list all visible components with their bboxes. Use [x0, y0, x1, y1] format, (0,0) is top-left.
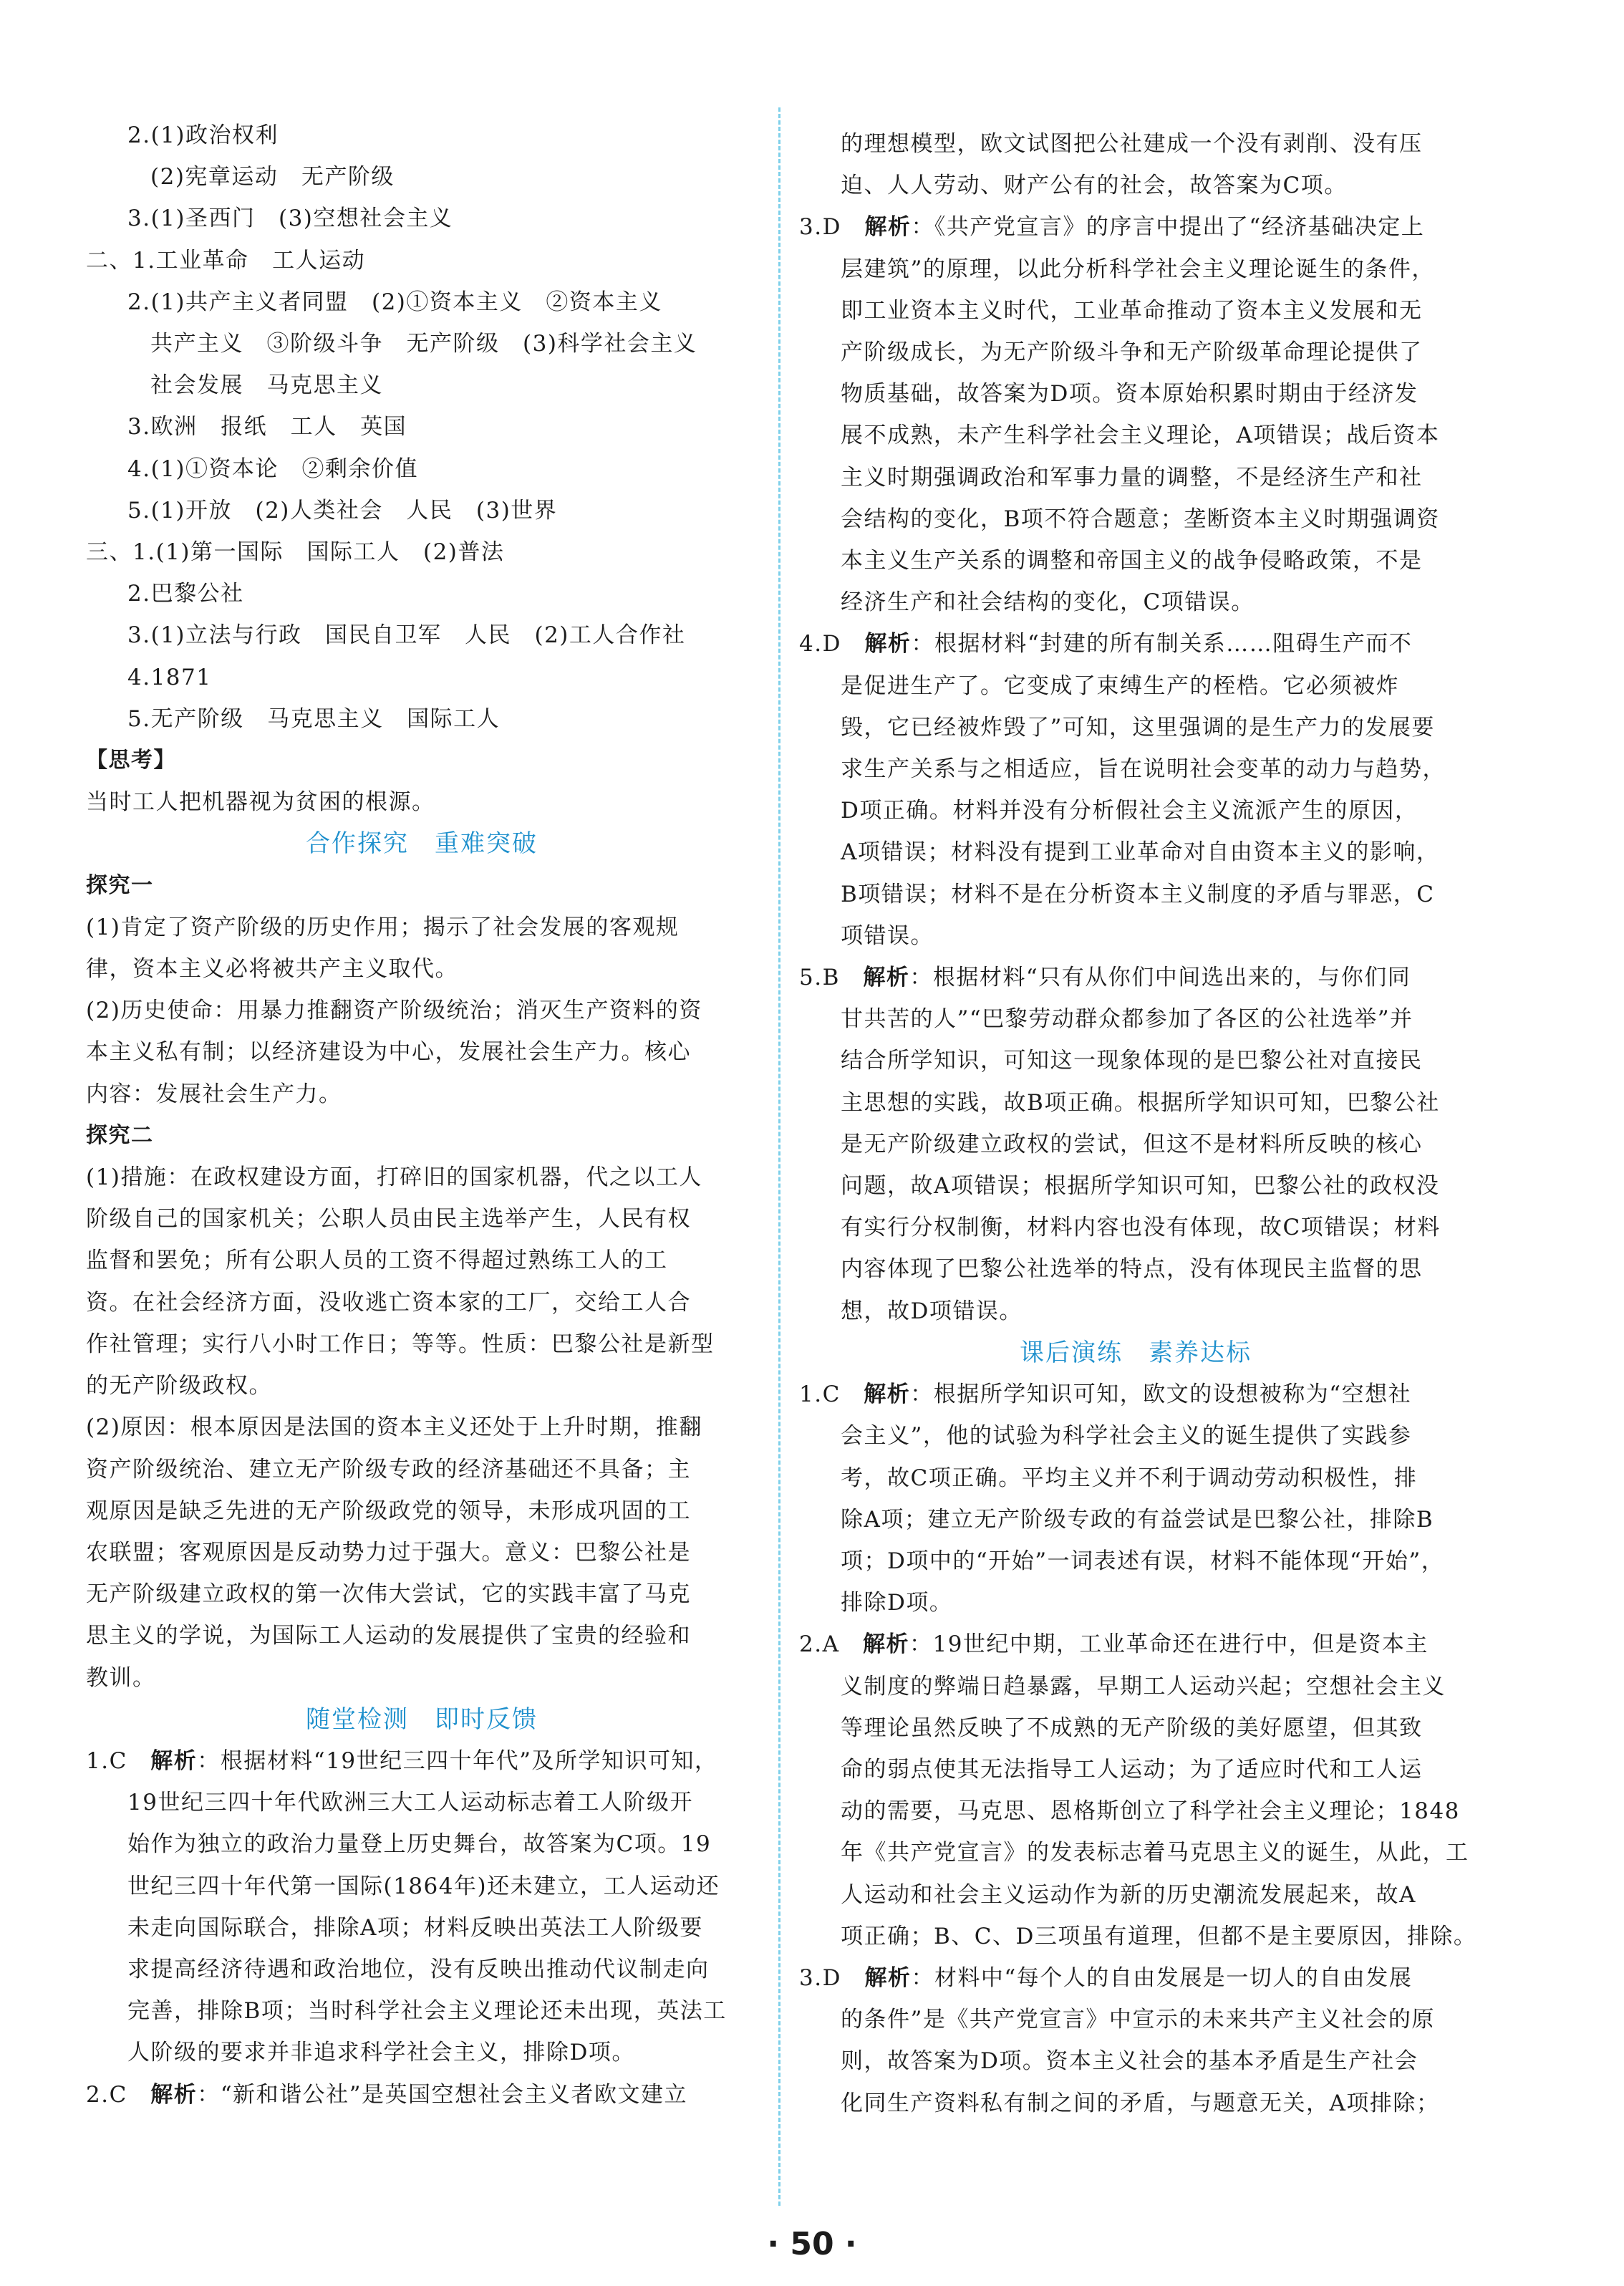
- text-line: [799, 1707, 1472, 1749]
- page-number: · 50 ·: [767, 2226, 857, 2262]
- text-line: [86, 1323, 758, 1365]
- line-text: 5.(1)开放 (2)人类社会 人民 (3)世界: [127, 497, 558, 524]
- line-text: 2.(1)政治权利: [127, 122, 279, 148]
- line-text: 内容：发展社会生产力。: [86, 1081, 342, 1107]
- line-text: 探究二: [86, 1122, 154, 1148]
- text-line: [86, 1782, 758, 1823]
- line-text: 是促进生产了。它变成了束缚生产的桎梏。它必须被炸: [841, 672, 1399, 699]
- text-line: [799, 1374, 1472, 1415]
- text-line: [799, 415, 1472, 456]
- text-line: [799, 123, 1472, 165]
- line-text: 本主义私有制；以经济建设为中心，发展社会生产力。核心: [86, 1039, 691, 1066]
- text-line: [86, 1407, 758, 1448]
- line-text: 2.(1)共产主义者同盟 (2)①资本主义 ②资本主义: [127, 289, 662, 315]
- line-text: 动的需要，马克思、恩格斯创立了科学社会主义理论；1848: [841, 1798, 1460, 1825]
- text-line: [799, 665, 1472, 707]
- analysis-label: 解析: [864, 1964, 912, 1991]
- text-line: [799, 1624, 1472, 1665]
- line-text: 想，故D项错误。: [841, 1298, 1023, 1324]
- line-text: 资。在社会经济方面，没收逃亡资本家的工厂，交给工人合: [86, 1289, 691, 1316]
- text-line: [799, 874, 1472, 915]
- line-text: 世纪三四十年代第一国际(1864年)还未建立，工人运动还: [127, 1873, 720, 1899]
- text-line: [799, 1291, 1472, 1332]
- line-text: 命的弱点使其无法指导工人运动；为了适应时代和工人运: [841, 1756, 1423, 1783]
- line-text: ：“新和谐公社”是英国空想社会主义者欧文建立: [197, 2081, 687, 2108]
- line-text: 会主义”，他的试验为科学社会主义的诞生提供了实践参: [841, 1423, 1412, 1450]
- text-line: [86, 448, 758, 490]
- line-text: 社会发展 马克思主义: [150, 372, 383, 399]
- text-line: [86, 1365, 758, 1407]
- question-number: 1.C: [86, 1747, 151, 1774]
- line-text: ：根据材料“只有从你们中间选出来的，与你们同: [909, 965, 1411, 991]
- line-text: 层建筑”的原理，以此分析科学社会主义理论诞生的条件，: [841, 256, 1435, 282]
- line-text: 当时工人把机器视为贫困的根源。: [86, 789, 435, 816]
- line-text: 化同生产资料私有制之间的矛盾，与题意无关，A项排除；: [841, 2090, 1440, 2116]
- text-line: [799, 457, 1472, 498]
- question-number: 4.D: [799, 631, 865, 657]
- line-text: 3.(1)立法与行政 国民自卫军 人民 (2)工人合作社: [127, 622, 686, 649]
- line-text: 经济生产和社会结构的变化，C项错误。: [841, 589, 1255, 616]
- text-line: [86, 240, 758, 281]
- line-text: A项错误；材料没有提到工业革命对自由资本主义的影响，: [841, 839, 1440, 866]
- line-text: 教训。: [86, 1664, 156, 1691]
- line-text: 问题，故A项错误；根据所学知识可知，巴黎公社的政权没: [841, 1173, 1440, 1200]
- text-line: [86, 1449, 758, 1490]
- line-text: 迫、人人劳动、财产公有的社会，故答案为C项。: [841, 173, 1348, 199]
- line-text: 4.1871: [127, 664, 212, 690]
- text-line: [799, 1749, 1472, 1790]
- text-line: [799, 290, 1472, 332]
- text-line: [86, 1823, 758, 1865]
- line-text: 项正确；B、C、D三项虽有道理，但都不是主要原因，排除。: [841, 1923, 1477, 1949]
- line-text: (2)历史使命：用暴力推翻资产阶级统治；消灭生产资料的资: [86, 998, 702, 1024]
- line-text: 则，故答案为D项。资本主义社会的基本矛盾是生产社会: [841, 2048, 1418, 2075]
- text-line: [799, 165, 1472, 206]
- text-line: [799, 1582, 1472, 1624]
- text-line: [86, 1657, 758, 1699]
- line-text: 监督和罢免；所有公职人员的工资不得超过熟练工人的工: [86, 1248, 668, 1274]
- line-text: 的理想模型，欧文试图把公社建成一个没有剥削、没有压: [841, 131, 1423, 157]
- line-text: 随堂检测 即时反馈: [306, 1704, 538, 1734]
- line-text: 4.(1)①资本论 ②剩余价值: [127, 455, 418, 482]
- line-text: ：根据所学知识可知，欧文的设想被称为“空想社: [910, 1381, 1412, 1408]
- text-line: [799, 957, 1472, 998]
- line-text: 资产阶级统治、建立无产阶级专政的经济基础还不具备；主: [86, 1456, 691, 1482]
- line-text: (2)原因：根本原因是法国的资本主义还处于上升时期，推翻: [86, 1414, 702, 1441]
- line-text: 除A项；建立无产阶级专政的有益尝试是巴黎公社，排除B: [841, 1506, 1434, 1533]
- text-line: [799, 1082, 1472, 1124]
- text-line: [86, 1949, 758, 1990]
- line-text: 毁，它已经被炸毁了”可知，这里强调的是生产力的发展要: [841, 714, 1435, 741]
- line-text: 思主义的学说，为国际工人运动的发展提供了宝贵的经验和: [86, 1623, 691, 1649]
- right-column: [799, 123, 1477, 2124]
- text-line: [86, 490, 758, 531]
- text-line: [799, 2040, 1472, 2082]
- text-line: [86, 990, 758, 1031]
- text-line: [86, 1532, 758, 1573]
- line-text: 3.欧洲 报纸 工人 英国: [127, 414, 407, 440]
- text-line: [86, 1198, 758, 1240]
- text-line: [799, 790, 1472, 831]
- text-line: [86, 406, 758, 448]
- section-heading: [86, 823, 758, 864]
- analysis-label: 解析: [864, 214, 912, 241]
- left-column: [86, 115, 758, 2116]
- text-line: [86, 1240, 758, 1281]
- text-line: [86, 281, 758, 323]
- analysis-label: 解析: [150, 1747, 198, 1774]
- text-line: [799, 1916, 1477, 1957]
- line-text: 物质基础，故答案为D项。资本原始积累时期由于经济发: [841, 381, 1418, 407]
- text-line: [799, 831, 1472, 873]
- text-line: [86, 156, 758, 198]
- line-text: 本主义生产关系的调整和帝国主义的战争侵略政策，不是: [841, 548, 1423, 574]
- line-text: 即工业资本主义时代，工业革命推动了资本主义发展和无: [841, 297, 1423, 324]
- text-line: [799, 748, 1472, 790]
- text-line: [799, 540, 1472, 582]
- line-text: 合作探究 重难突破: [306, 829, 538, 859]
- text-line: [799, 1457, 1472, 1499]
- line-text: 主义时期强调政治和军事力量的调整，不是经济生产和社: [841, 464, 1423, 491]
- line-text: (2)宪章运动 无产阶级: [150, 164, 395, 190]
- text-line: [86, 115, 758, 156]
- text-line: [86, 573, 758, 614]
- section-heading: [86, 1699, 758, 1740]
- text-line: [86, 907, 758, 948]
- line-text: (1)肯定了资产阶级的历史作用；揭示了社会发展的客观规: [86, 914, 680, 940]
- text-line: [799, 1248, 1472, 1290]
- text-line: [799, 1124, 1472, 1165]
- text-line: [799, 1540, 1472, 1582]
- text-line: [86, 657, 758, 698]
- line-text: 会结构的变化，B项不符合题意；垄断资本主义时期强调资: [841, 506, 1440, 532]
- line-text: ：材料中“每个人的自由发展是一切人的自由发展: [911, 1964, 1413, 1991]
- line-text: 考，故C项正确。平均主义并不利于调动劳动积极性，排: [841, 1465, 1418, 1491]
- question-number: 2.A: [799, 1631, 863, 1658]
- line-text: 项错误。: [841, 922, 934, 949]
- line-text: 人运动和社会主义运动作为新的历史潮流发展起来，故A: [841, 1881, 1416, 1908]
- question-number: 2.C: [86, 2081, 151, 2108]
- text-line: [799, 1666, 1472, 1707]
- text-line: [86, 1573, 758, 1615]
- text-line: [86, 531, 758, 573]
- text-line: [86, 2074, 758, 2116]
- line-text: D项正确。材料并没有分析假社会主义流派产生的原因，: [841, 798, 1418, 824]
- line-text: ：根据材料“封建的所有制关系……阻碍生产而不: [911, 631, 1413, 657]
- line-text: 等理论虽然反映了不成熟的无产阶级的美好愿望，但其致: [841, 1714, 1423, 1741]
- analysis-label: 解析: [863, 965, 910, 991]
- analysis-label: 解析: [150, 2081, 198, 2108]
- text-line: [86, 948, 758, 990]
- text-line: [799, 1999, 1472, 2040]
- text-line: [86, 1740, 758, 1782]
- text-line: [86, 1490, 758, 1532]
- text-line: [86, 1157, 758, 1198]
- line-text: 求提高经济待遇和政治地位，没有反映出推动代议制走向: [127, 1956, 710, 1982]
- line-text: 农联盟；客观原因是反动势力过于强大。意义：巴黎公社是: [86, 1539, 691, 1566]
- text-line: [799, 1499, 1472, 1540]
- line-text: 主思想的实践，故B项正确。根据所学知识可知，巴黎公社: [841, 1089, 1440, 1116]
- analysis-label: 解析: [862, 1631, 909, 1658]
- text-line: [799, 249, 1472, 290]
- text-line: [799, 206, 1472, 248]
- line-text: ：19世纪中期，工业革命还在进行中，但是资本主: [909, 1631, 1429, 1658]
- line-text: 是无产阶级建立政权的尝试，但这不是材料所反映的核心: [841, 1131, 1423, 1157]
- line-text: 义制度的弊端日趋暴露，早期工人运动兴起；空想社会主义: [841, 1673, 1446, 1699]
- column-divider: [778, 107, 780, 2206]
- line-text: 求生产关系与之相适应，旨在说明社会变革的动力与趋势，: [841, 756, 1446, 783]
- text-line: [86, 1031, 758, 1073]
- line-text: 3.(1)圣西门 (3)空想社会主义: [127, 206, 453, 232]
- line-text: 人阶级的要求并非追求科学社会主义，排除D项。: [127, 2040, 635, 2066]
- line-text: 甘共苦的人”“巴黎劳动群众都参加了各区的公社选举”并: [841, 1006, 1413, 1033]
- line-text: 共产主义 ③阶级斗争 无产阶级 (3)科学社会主义: [150, 331, 697, 357]
- text-line: [799, 1165, 1472, 1207]
- line-text: 始作为独立的政治力量登上历史舞台，故答案为C项。19: [127, 1831, 712, 1858]
- line-text: 课后演练 素养达标: [1020, 1338, 1252, 1367]
- text-line: [86, 2032, 758, 2073]
- line-text: 三、1.(1)第一国际 国际工人 (2)普法: [86, 539, 505, 566]
- line-text: 产阶级成长，为无产阶级斗争和无产阶级革命理论提供了: [841, 339, 1423, 366]
- text-line: [799, 1832, 1472, 1873]
- line-text: B项错误；材料不是在分析资本主义制度的矛盾与罪恶，C: [841, 881, 1435, 907]
- line-text: 完善，排除B项；当时科学社会主义理论还未出现，英法工: [127, 1998, 727, 2025]
- question-number: 3.D: [799, 214, 865, 241]
- text-line: [799, 332, 1472, 373]
- text-line: [799, 1040, 1472, 1081]
- text-line: [86, 1907, 758, 1949]
- text-line: [799, 707, 1472, 748]
- text-line: [799, 2083, 1472, 2124]
- line-text: ：根据材料“19世纪三四十年代”及所学知识可知，: [197, 1747, 718, 1774]
- sub-heading: [86, 740, 758, 781]
- text-line: [86, 1615, 758, 1656]
- text-line: [86, 1074, 758, 1115]
- line-text: 无产阶级建立政权的第一次伟大尝试，它的实践丰富了马克: [86, 1581, 691, 1608]
- text-line: [799, 998, 1472, 1040]
- text-line: [799, 1207, 1472, 1248]
- text-line: [799, 915, 1472, 957]
- line-text: 观原因是缺乏先进的无产阶级政党的领导，未形成巩固的工: [86, 1498, 691, 1524]
- line-text: (1)措施：在政权建设方面，打碎旧的国家机器，代之以工人: [86, 1164, 702, 1191]
- text-line: [86, 614, 758, 656]
- line-text: 阶级自己的国家机关；公职人员由民主选举产生，人民有权: [86, 1206, 691, 1233]
- line-text: ：《共产党宣言》的序言中提出了“经济基础决定上: [911, 214, 1425, 241]
- line-text: 内容体现了巴黎公社选举的特点，没有体现民主监督的思: [841, 1256, 1423, 1283]
- line-text: 19世纪三四十年代欧洲三大工人运动标志着工人阶级开: [127, 1790, 693, 1816]
- analysis-label: 解析: [864, 1381, 911, 1408]
- text-line: [799, 1957, 1472, 1999]
- text-line: [86, 781, 758, 823]
- text-line: [799, 1790, 1472, 1832]
- line-text: 作社管理；实行八小时工作日；等等。性质：巴黎公社是新型: [86, 1331, 715, 1357]
- text-line: [799, 582, 1472, 623]
- sub-heading: [86, 1115, 758, 1157]
- text-line: [86, 698, 758, 740]
- line-text: 结合所学知识，可知这一现象体现的是巴黎公社对直接民: [841, 1048, 1423, 1074]
- sub-heading: [86, 865, 758, 907]
- analysis-label: 解析: [864, 631, 912, 657]
- line-text: 5.无产阶级 马克思主义 国际工人: [127, 705, 501, 732]
- text-line: [799, 373, 1472, 415]
- text-line: [799, 1874, 1472, 1916]
- text-line: [86, 323, 758, 365]
- text-line: [86, 1282, 758, 1323]
- line-text: 项；D项中的“开始”一词表述有误，材料不能体现“开始”，: [841, 1548, 1445, 1574]
- question-number: 5.B: [799, 965, 864, 991]
- line-text: 展不成熟，未产生科学社会主义理论，A项错误；战后资本: [841, 423, 1440, 449]
- line-text: 的无产阶级政权。: [86, 1373, 272, 1399]
- line-text: 的条件”是《共产党宣言》中宣示的未来共产主义社会的原: [841, 2007, 1435, 2033]
- line-text: 年《共产党宣言》的发表标志着马克思主义的诞生，从此，工: [841, 1840, 1469, 1866]
- line-text: 未走向国际联合，排除A项；材料反映出英法工人阶级要: [127, 1914, 703, 1941]
- line-text: 探究一: [86, 872, 154, 898]
- text-line: [86, 1866, 758, 1907]
- question-number: 1.C: [799, 1381, 864, 1408]
- line-text: 【思考】: [86, 748, 176, 773]
- text-line: [799, 1415, 1472, 1457]
- line-text: 排除D项。: [841, 1590, 953, 1616]
- question-number: 3.D: [799, 1964, 865, 1991]
- text-line: [799, 498, 1472, 540]
- text-line: [86, 1990, 758, 2032]
- section-heading: [799, 1332, 1472, 1374]
- line-text: 律，资本主义必将被共产主义取代。: [86, 956, 458, 983]
- line-text: 2.巴黎公社: [127, 581, 244, 607]
- text-line: [86, 198, 758, 239]
- line-text: 二、1.工业革命 工人运动: [86, 247, 366, 274]
- text-line: [799, 623, 1472, 665]
- line-text: 有实行分权制衡，材料内容也没有体现，故C项错误；材料: [841, 1215, 1441, 1241]
- text-line: [86, 365, 758, 406]
